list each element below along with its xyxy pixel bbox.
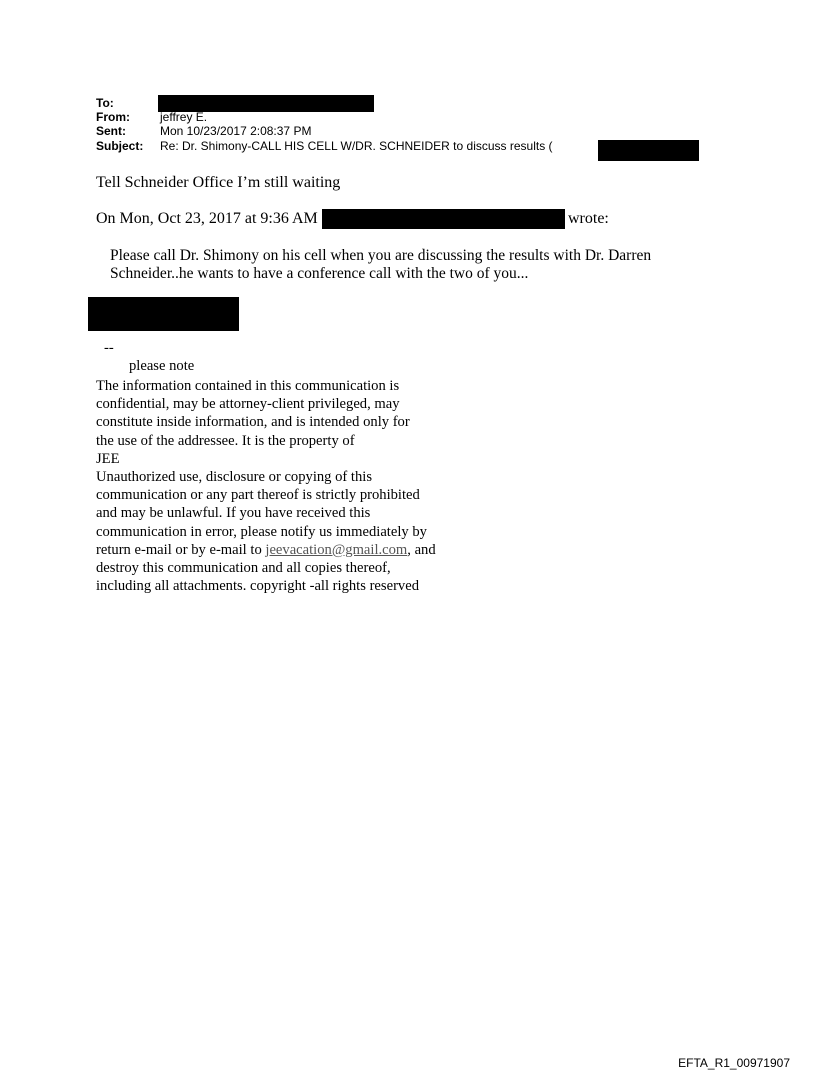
please-note: please note: [129, 358, 195, 374]
from-row: [96, 110, 207, 124]
to-row: [96, 96, 160, 110]
redaction-sender: [322, 209, 565, 229]
from-value: jeffrey E.: [160, 110, 208, 124]
disclaimer-line: constitute inside information, and is intended only for: [96, 414, 410, 431]
email-line-prefix: return e-mail or by e-mail to: [96, 541, 266, 558]
disclaimer-line: and may be unlawful. If you have received this: [96, 505, 371, 522]
from-label: From:: [96, 110, 130, 124]
redaction-subject: [598, 140, 699, 161]
reply-text: Tell Schneider Office I’m still waiting: [96, 174, 341, 191]
subject-row: [96, 139, 553, 153]
signature-dashes: --: [104, 340, 114, 356]
disclaimer-line: JEE: [96, 450, 120, 467]
quoted-line-1: Please call Dr. Shimony on his cell when you are discussing the results with Dr. Darren: [110, 247, 652, 264]
subject-label: Subject:: [96, 139, 144, 153]
disclaimer-line: the use of the addressee. It is the property of: [96, 432, 355, 449]
disclaimer-block: [96, 377, 436, 595]
disclaimer-line: including all attachments. copyright -all rights reserved: [96, 578, 419, 595]
disclaimer-email-line: [96, 541, 436, 559]
to-label: To:: [96, 96, 114, 110]
sent-value: Mon 10/23/2017 2:08:37 PM: [160, 124, 312, 138]
sent-label: Sent:: [96, 124, 126, 138]
disclaimer-line: communication in error, please notify us immediately by: [96, 523, 427, 540]
quoted-line-2: Schneider..he wants to have a conference call with the two of you...: [110, 265, 529, 282]
email-link[interactable]: jeevacation@gmail.com: [265, 541, 408, 558]
disclaimer-line: confidential, may be attorney-client privileged, may: [96, 396, 400, 413]
document-id: EFTA_R1_00971907: [678, 1056, 790, 1070]
redaction-signature: [88, 297, 239, 331]
disclaimer-line: destroy this communication and all copies thereof,: [96, 560, 391, 577]
disclaimer-line: communication or any part thereof is strictly prohibited: [96, 487, 420, 504]
quote-intro-prefix: On Mon, Oct 23, 2017 at 9:36 AM: [96, 210, 318, 227]
disclaimer-line: Unauthorized use, disclosure or copying of this: [96, 469, 373, 486]
email-line-suffix: , and: [407, 541, 436, 558]
subject-value: Re: Dr. Shimony-CALL HIS CELL W/DR. SCHNEIDER to discuss results (: [160, 139, 553, 153]
quote-intro: [96, 210, 318, 228]
sent-row: [96, 124, 311, 138]
quote-intro-suffix: wrote:: [568, 210, 609, 227]
disclaimer-line: The information contained in this communication is: [96, 378, 400, 394]
